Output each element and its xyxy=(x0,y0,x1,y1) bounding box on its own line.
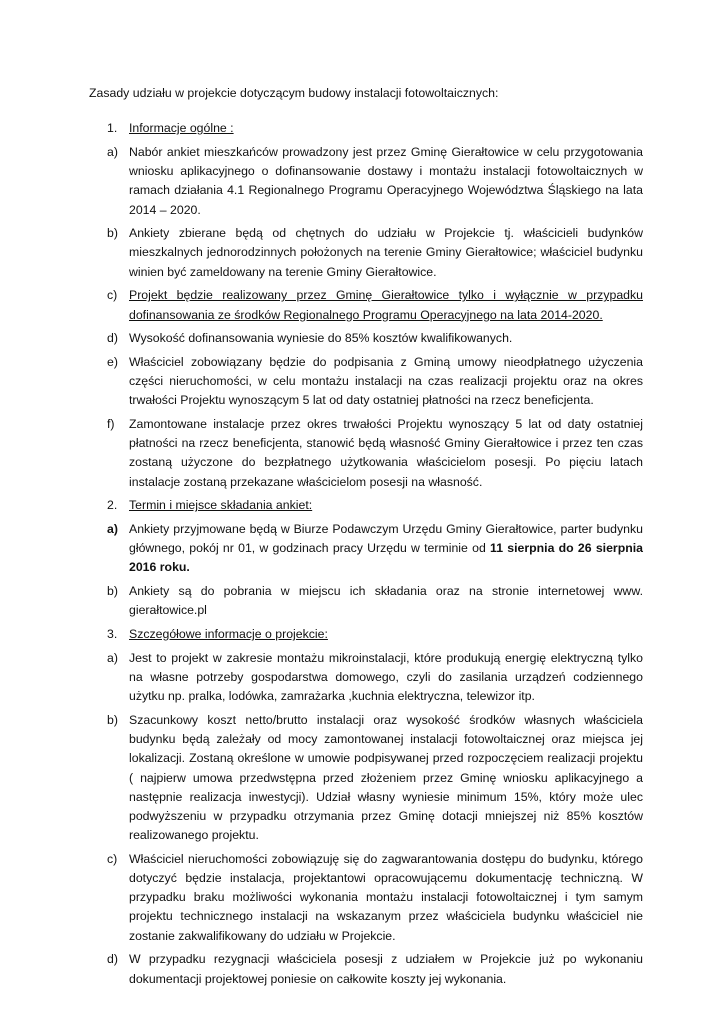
section-1-title: Informacje ogólne : xyxy=(129,121,234,136)
list-item xyxy=(89,224,643,282)
document-intro: Zasady udziału w projekcie dotyczącym budowy instalacji fotowoltaicznych: xyxy=(89,86,499,100)
item-text: Ankiety są do pobrania w miejscu ich składania oraz na stronie internetowej www. gierałtowice.pl xyxy=(129,584,643,618)
item-text-underlined: Projekt będzie realizowany przez Gminę Gierałtowice tylko i wyłącznie w przypadku dofinansowania ze środków Regionalnego Programu Operacyjnego na lata 2014-2020. xyxy=(129,288,643,322)
item-marker: a) xyxy=(107,522,118,537)
item-text: Właściciel zobowiązany będzie do podpisania z Gminą umowy nieodpłatnego użyczenia części nieruchomości, w celu montażu instalacji na czas realizacji projektu oraz na okres trwałości Projektu wynoszącym 5 lat od daty ostatniej płatności na rzecz beneficjenta. xyxy=(129,354,643,408)
list-item xyxy=(89,353,643,411)
section-2-title: Termin i miejsce składania ankiet: xyxy=(129,498,313,513)
section-3-heading xyxy=(89,625,643,644)
item-text: Jest to projekt w zakresie montażu mikroinstalacji, które produkują energię elektryczną tylko na własne potrzeby gospodarstwa domowego, czyli do zasilania urządzeń codziennego użytku np. pralka, lodówka, zamrażarka ,kuchnia elektryczna, telewizor itp. xyxy=(129,650,643,704)
item-text: Zamontowane instalacje przez okres trwałości Projektu wynoszący 5 lat od daty ostatniej płatności na rzecz beneficjenta, stanowić będą własność Gminy Gierałtowice i przez ten czas zostaną użyczone do bezpłatnego użytkowania właścicielom posesji. Po pięciu latach instalacje zostaną przekazane właścicielom posesji na własność. xyxy=(129,417,643,489)
section-1-number: 1. xyxy=(107,121,118,136)
list-item xyxy=(89,649,643,707)
section-1-heading xyxy=(89,119,643,138)
item-marker: e) xyxy=(107,354,118,369)
item-text: Ankiety zbierane będą od chętnych do udziału w Projekcie tj. właścicieli budynków mieszkalnych jednorodzinnych położonych na terenie Gminy Gierałtowice; właściciel budynku winien być zameldowany na terenie Gminy Gierałtowice. xyxy=(129,226,643,279)
list-item xyxy=(89,415,643,492)
list-item xyxy=(89,582,643,620)
item-text: Wysokość dofinansowania wyniesie do 85% kosztów kwalifikowanych. xyxy=(129,331,513,346)
item-marker: a) xyxy=(107,144,118,159)
list-item xyxy=(89,143,643,220)
section-3-title: Szczegółowe informacje o projekcie: xyxy=(129,627,328,642)
item-marker: f) xyxy=(107,417,115,432)
item-marker: d) xyxy=(107,952,118,967)
section-2-heading xyxy=(89,496,643,515)
item-marker: c) xyxy=(107,288,118,303)
item-marker: d) xyxy=(107,331,118,346)
list-item xyxy=(89,711,643,845)
list-item xyxy=(89,520,643,578)
list-item xyxy=(89,850,643,946)
list-item xyxy=(89,950,643,988)
item-text: W przypadku rezygnacji właściciela posesji z udziałem w Projekcie już po wykonaniu dokumentacji projektowej poniesie on całkowite koszty jej wykonania. xyxy=(129,952,643,986)
item-marker: a) xyxy=(107,650,118,665)
item-marker: b) xyxy=(107,584,118,599)
section-2-number: 2. xyxy=(107,498,118,513)
section-3-number: 3. xyxy=(107,627,118,642)
list-item xyxy=(89,286,643,324)
item-text-regular: Ankiety przyjmowane będą w Biurze Podawczym Urzędu Gminy Gierałtowice, parter budynku głównego, pokój nr 01, w godzinach pracy Urzędu w terminie od xyxy=(129,522,643,556)
item-marker: b) xyxy=(107,712,118,727)
item-text: Szacunkowy koszt netto/brutto instalacji oraz wysokość środków własnych właściciela budynku będą zależały od mocy zamontowanej instalacji fotowoltaicznej oraz miejsca jej lokalizacji. Zostaną określone w umowie podpisywanej przed rozpoczęciem realizacji projektu ( najpierw umowa przedwstępna przed złożeniem przez Gminę wniosku aplikacyjnego a następnie realizacja inwestycji). Udział własny wyniesie minimum 15%, który może ulec podwyższeniu w przypadku otrzymania przez Gminę dotacji mniejszej niż 85% kosztów realizowanego projektu. xyxy=(129,712,643,843)
item-marker: b) xyxy=(107,226,118,241)
item-text xyxy=(129,520,643,578)
list-item xyxy=(89,329,643,348)
item-text-bold-date: 11 sierpnia do 26 sierpnia 2016 roku. xyxy=(129,541,643,575)
item-text: Właściciel nieruchomości zobowiązuję się do zagwarantowania dostępu do budynku, którego dotyczyć będzie instalacja, projektantowi opracowującemu dokumentację techniczną. W przypadku braku możliwości wykonania montażu instalacji fotowoltaicznej i tym samym projektu technicznego instalacji na wskazanym przez właściciela budynku właściciel nie zostanie zakwalifikowany do udziału w Projekcie. xyxy=(129,851,643,943)
item-text: Nabór ankiet mieszkańców prowadzony jest przez Gminę Gierałtowice w celu przygotowania wniosku aplikacyjnego o dofinansowanie dostawy i montażu instalacji fotowoltaicznych w ramach działania 4.1 Regionalnego Programu Operacyjnego Województwa Śląskiego na lata 2014 – 2020. xyxy=(129,144,643,217)
item-marker: c) xyxy=(107,851,118,866)
